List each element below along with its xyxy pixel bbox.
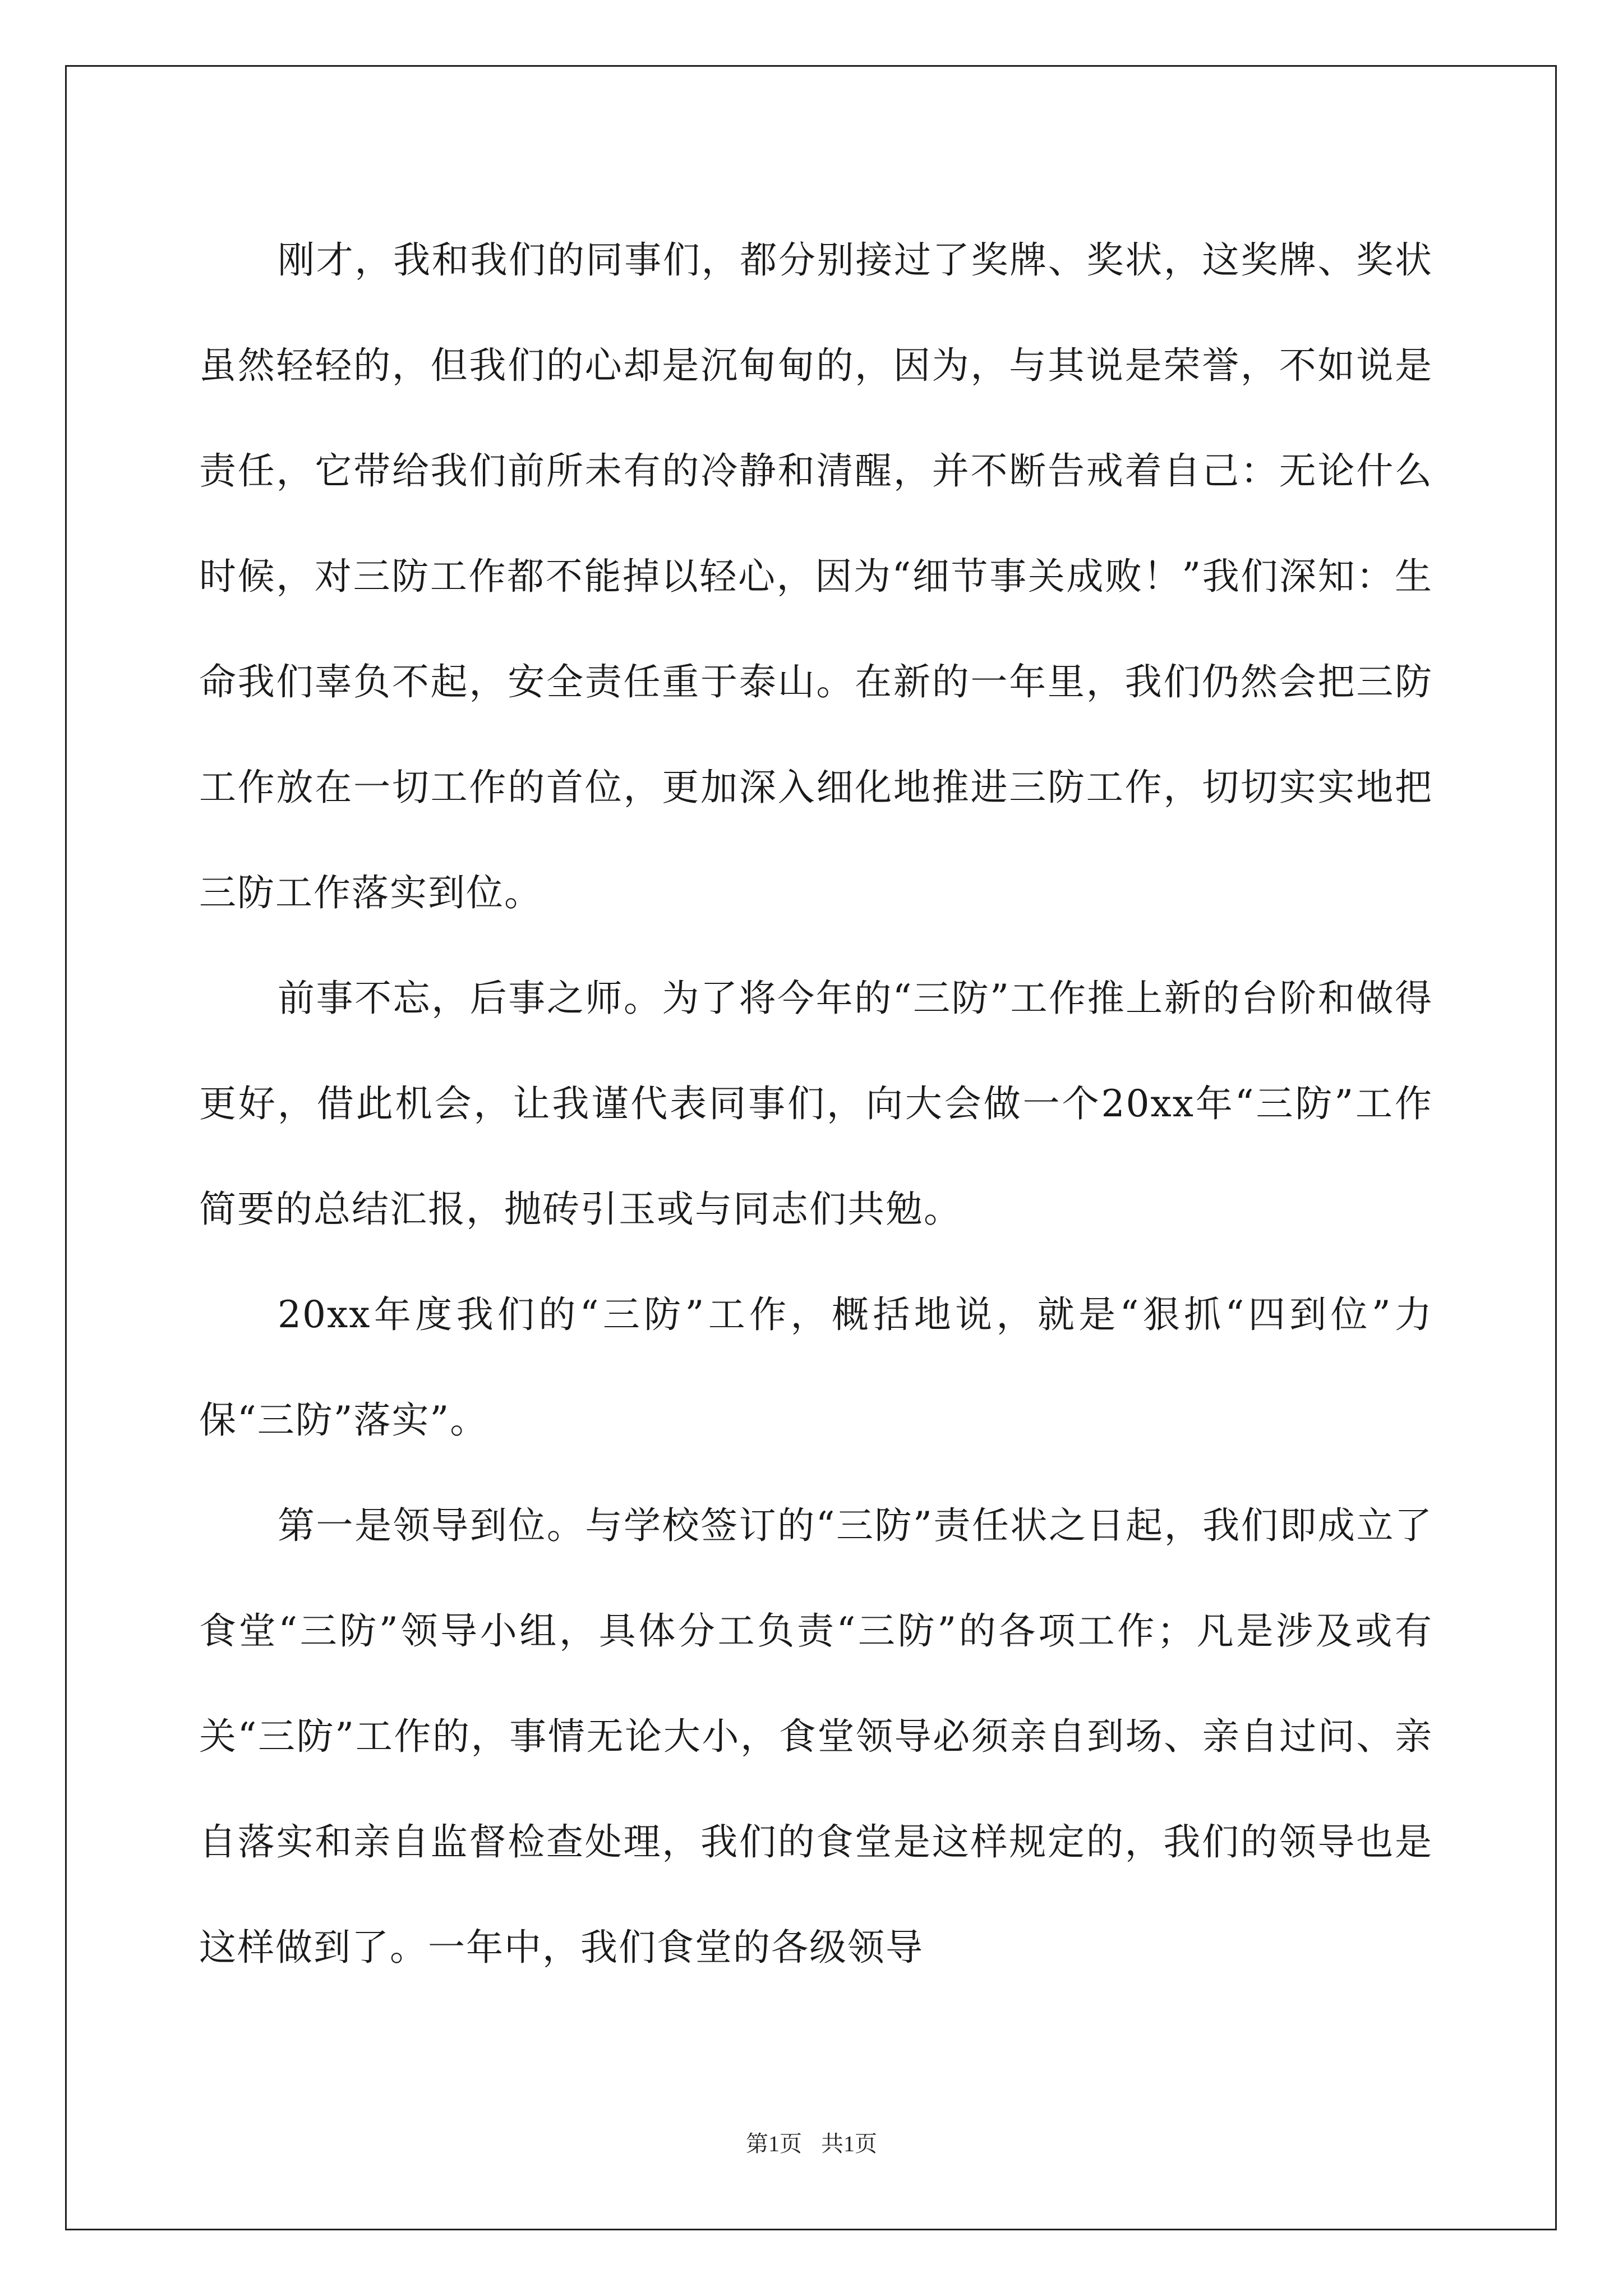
page-number: 第1页 — [746, 2131, 802, 2156]
document-body — [199, 208, 1433, 2000]
paragraph-4: 第一是领导到位。与学校签订的“三防”责任状之日起，我们即成立了食堂“三防”领导小组，具体分工负责“三防”的各项工作；凡是涉及或有关“三防”工作的，事情无论大小，食堂领导必须亲自到场、亲自过问、亲自落实和亲自监督检查处理，我们的食堂是这样规定的，我们的领导也是这样做到了。一年中，我们食堂的各级领导 — [199, 1504, 1433, 1969]
paragraph-1: 刚才，我和我们的同事们，都分别接过了奖牌、奖状，这奖牌、奖状虽然轻轻的，但我们的心却是沉甸甸的，因为，与其说是荣誉，不如说是责任，它带给我们前所未有的冷静和清醒，并不断告戒着自己：无论什么时候，对三防工作都不能掉以轻心，因为“细节事关成败！”我们深知：生命我们辜负不起，安全责任重于泰山。在新的一年里，我们仍然会把三防工作放在一切工作的首位，更加深入细化地推进三防工作，切切实实地把三防工作落实到位。 — [199, 238, 1433, 914]
paragraph-3: 20xx年度我们的“三防”工作，概括地说，就是“狠抓“四到位”力保“三防”落实”。 — [199, 1293, 1433, 1442]
paragraph-2: 前事不忘，后事之师。为了将今年的“三防”工作推上新的台阶和做得更好，借此机会，让我谨代表同事们，向大会做一个20xx年“三防”工作简要的总结汇报，抛砖引玉或与同志们共勉。 — [199, 977, 1433, 1231]
page-footer — [0, 2126, 1623, 2158]
page-total: 共1页 — [821, 2131, 877, 2156]
